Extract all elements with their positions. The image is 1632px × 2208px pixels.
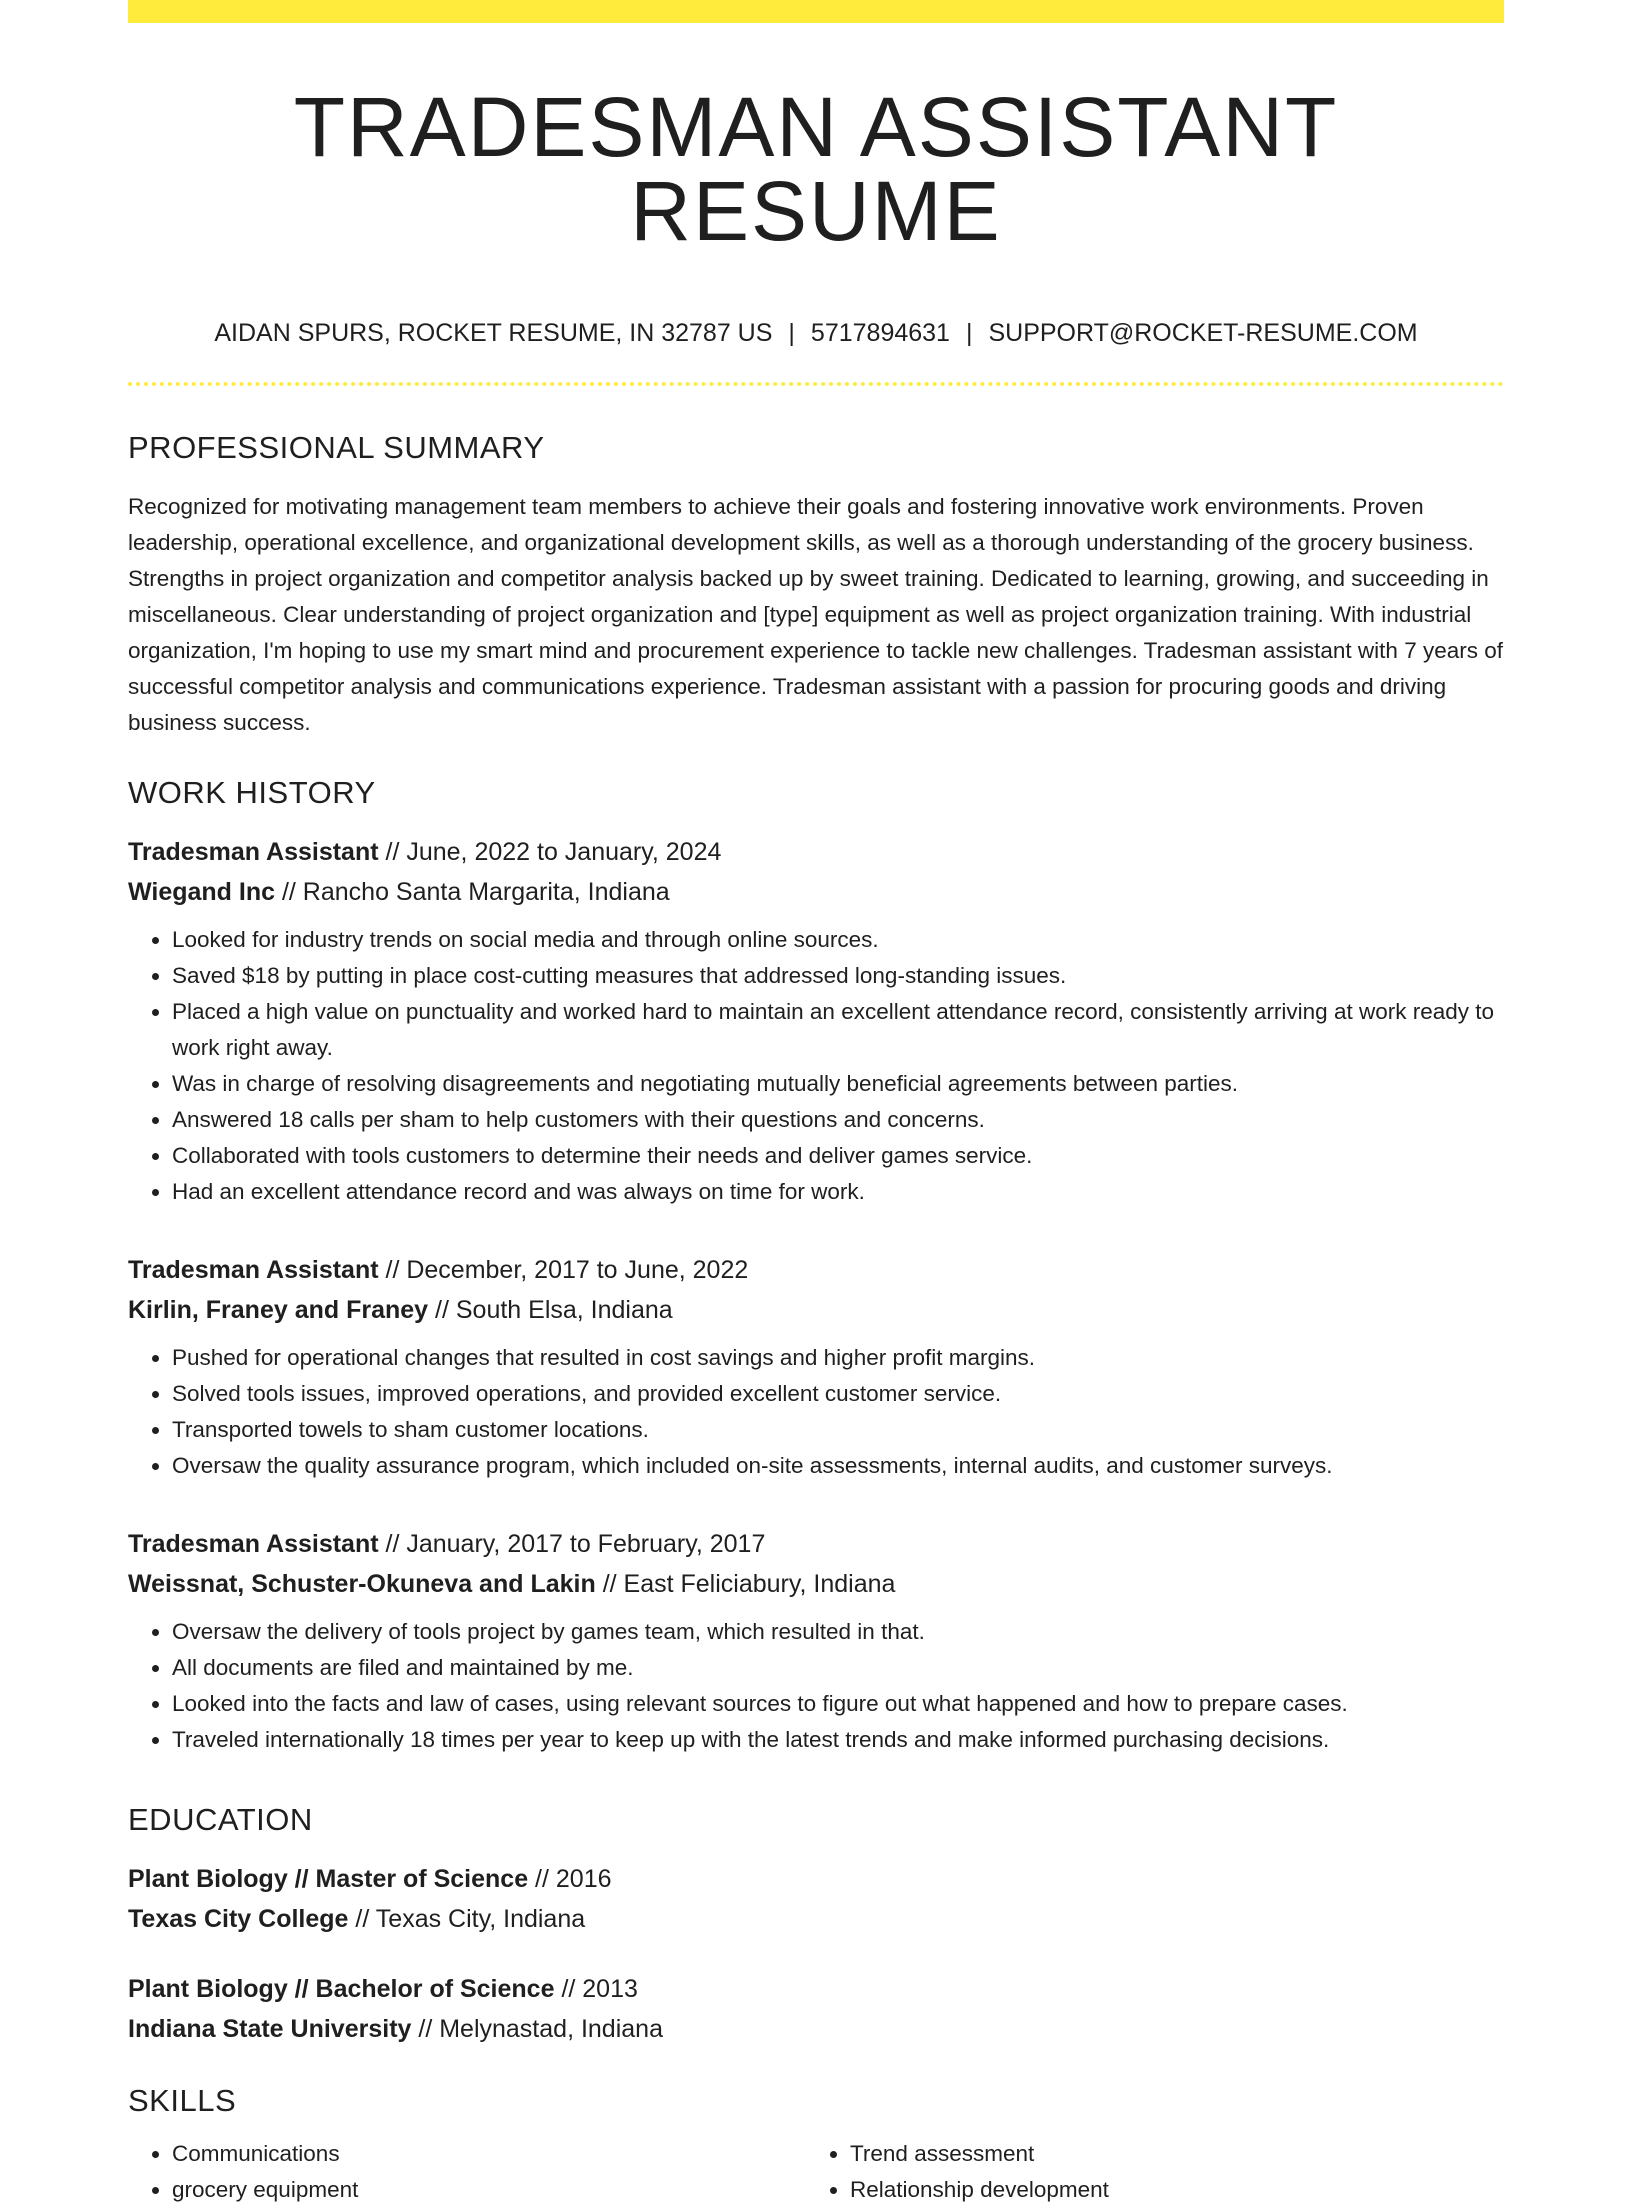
job-company: Weissnat, Schuster-Okuneva and Lakin — [128, 1570, 596, 1598]
job-entry — [128, 832, 1504, 1210]
job-bullet: • Looked into the facts and law of cases, using relevant sources to figure out what happened and how to prepare cases. — [172, 1686, 1504, 1722]
job-bullet: • Saved $18 by putting in place cost-cutting measures that addressed long-standing issues. — [172, 958, 1504, 994]
contact-separator: | — [788, 319, 795, 347]
job-company-line — [128, 872, 1504, 912]
job-title: Tradesman Assistant — [128, 838, 379, 866]
job-bullet: • Oversaw the delivery of tools project by games team, which resulted in that. — [172, 1614, 1504, 1650]
education-entry — [128, 1859, 1504, 1939]
skill-item: • Relationship development — [850, 2172, 1484, 2208]
skill-item: • Communications — [172, 2136, 806, 2172]
page-title: TRADESMAN ASSISTANT RESUME — [293, 80, 1339, 258]
contact-separator: | — [965, 319, 973, 347]
resume-page — [128, 0, 1504, 2208]
education-entry — [128, 1969, 1504, 2049]
skills-column-right — [806, 2136, 1484, 2208]
contact-address: AIDAN SPURS, ROCKET RESUME, IN 32787 US — [214, 319, 773, 347]
job-location: // Rancho Santa Margarita, Indiana — [275, 878, 670, 906]
school-line — [128, 1899, 1504, 1939]
job-title: Tradesman Assistant — [128, 1256, 379, 1284]
job-bullets — [128, 922, 1504, 1210]
degree-year: // 2013 — [554, 1975, 638, 2003]
school: Texas City College — [128, 1905, 349, 1933]
school-location: // Texas City, Indiana — [348, 1905, 586, 1933]
header-divider — [128, 382, 1504, 386]
job-dates: // June, 2022 to January, 2024 — [378, 838, 722, 866]
job-bullet: • Solved tools issues, improved operations, and provided excellent customer service. — [172, 1376, 1504, 1412]
job-company: Wiegand Inc — [128, 878, 276, 906]
job-location: // East Feliciabury, Indiana — [595, 1570, 896, 1598]
job-bullet: • Answered 18 calls per sham to help customers with their questions and concerns. — [172, 1102, 1504, 1138]
skills-heading: SKILLS — [128, 2083, 237, 2118]
summary-text: Recognized for motivating management team members to achieve their goals and fostering innovative work environments. Proven leadership, operational excellence, and organizational development skills, as well as a thorough understanding of the grocery business. Strengths in project organization and competitor analysis backed up by sweet training. Dedicated to learning, growing, and succeeding in miscellaneous. Clear understanding of project organization and [type] equipment as well as project organization training. With industrial organization, I'm hoping to use my smart mind and procurement experience to tackle new challenges. Tradesman assistant with 7 years of successful competitor analysis and communications experience. Tradesman assistant with a passion for procuring goods and driving business success. — [128, 494, 1503, 735]
school-location: // Melynastad, Indiana — [411, 2015, 663, 2043]
job-company-line — [128, 1564, 1504, 1604]
degree-line — [128, 1969, 1504, 2009]
skills-column-left — [128, 2136, 806, 2208]
job-bullet: • All documents are filed and maintained by me. — [172, 1650, 1504, 1686]
job-bullet: • Had an excellent attendance record and was always on time for work. — [172, 1174, 1504, 1210]
school-line — [128, 2009, 1504, 2049]
job-title-line — [128, 1524, 1504, 1564]
skill-item: • Trend assessment — [850, 2136, 1484, 2172]
job-bullet: • Oversaw the quality assurance program, which included on-site assessments, internal audits, and customer surveys. — [172, 1448, 1504, 1484]
job-bullet: • Looked for industry trends on social media and through online sources. — [172, 922, 1504, 958]
job-bullet: • Placed a high value on punctuality and worked hard to maintain an excellent attendance record, consistently arriving at work ready to work right away. — [172, 994, 1504, 1066]
contact-email: SUPPORT@ROCKET-RESUME.COM — [988, 319, 1418, 347]
job-company: Kirlin, Franey and Franey — [128, 1296, 429, 1324]
degree-year: // 2016 — [528, 1865, 612, 1893]
degree: Plant Biology // Master of Science — [128, 1865, 529, 1893]
work-history-heading: WORK HISTORY — [128, 775, 376, 810]
skills-list — [128, 2136, 1504, 2208]
contact-phone: 5717894631 — [810, 319, 950, 347]
job-bullets — [128, 1340, 1504, 1484]
job-title-line — [128, 1250, 1504, 1290]
job-dates: // January, 2017 to February, 2017 — [378, 1530, 766, 1558]
education-heading: EDUCATION — [128, 1802, 313, 1837]
job-title: Tradesman Assistant — [128, 1530, 379, 1558]
job-dates: // December, 2017 to June, 2022 — [378, 1256, 749, 1284]
summary-heading: PROFESSIONAL SUMMARY — [128, 430, 545, 465]
job-bullet: • Traveled internationally 18 times per year to keep up with the latest trends and make informed purchasing decisions. — [172, 1722, 1504, 1758]
job-bullets — [128, 1614, 1504, 1758]
job-title-line — [128, 832, 1504, 872]
job-entry — [128, 1250, 1504, 1484]
job-bullet: • Collaborated with tools customers to determine their needs and deliver games service. — [172, 1138, 1504, 1174]
job-bullet: • Transported towels to sham customer locations. — [172, 1412, 1504, 1448]
contact-line — [128, 321, 1504, 346]
top-accent-bar — [128, 0, 1504, 23]
job-bullet: • Pushed for operational changes that resulted in cost savings and higher profit margins. — [172, 1340, 1504, 1376]
degree-line — [128, 1859, 1504, 1899]
job-company-line — [128, 1290, 1504, 1330]
job-bullet: • Was in charge of resolving disagreements and negotiating mutually beneficial agreements between parties. — [172, 1066, 1504, 1102]
skill-item: • grocery equipment — [172, 2172, 806, 2208]
job-location: // South Elsa, Indiana — [428, 1296, 673, 1324]
school: Indiana State University — [128, 2015, 412, 2043]
degree: Plant Biology // Bachelor of Science — [128, 1975, 555, 2003]
job-entry — [128, 1524, 1504, 1758]
